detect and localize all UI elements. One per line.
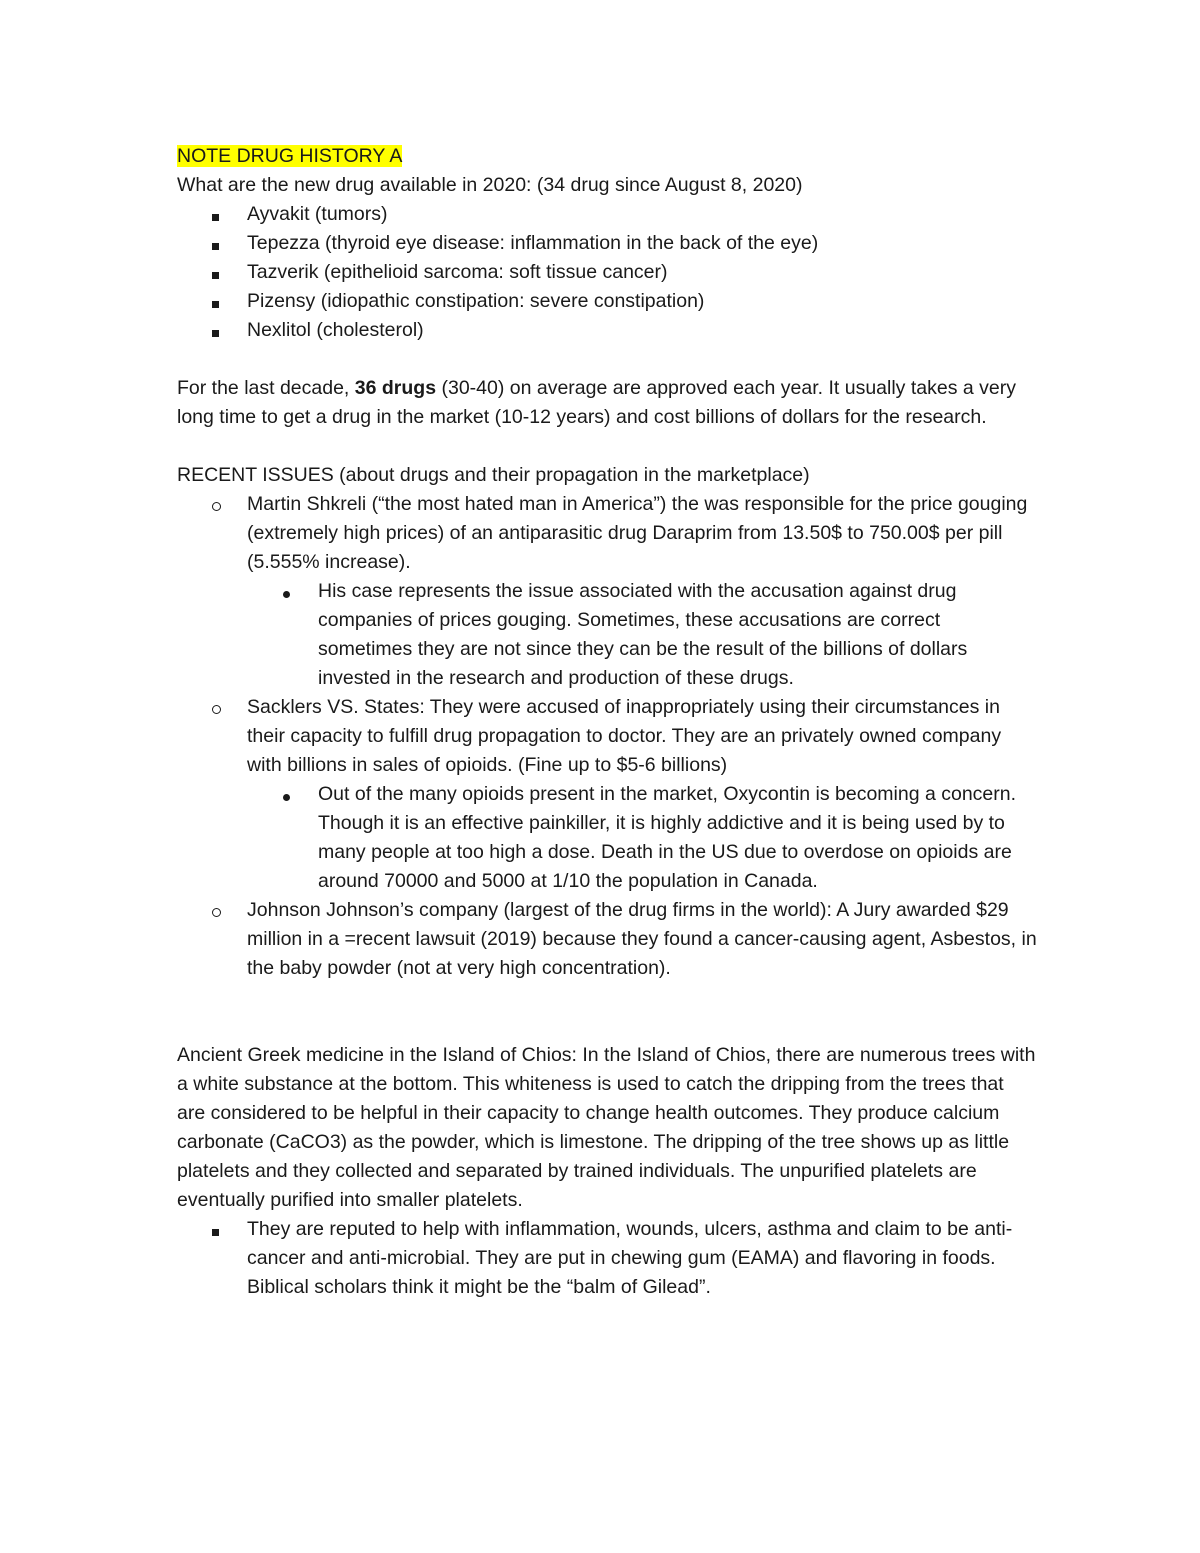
drug-item: Tepezza (thyroid eye disease: inflammation in the back of the eye): [247, 232, 819, 254]
square-bullet-icon: [212, 1215, 219, 1244]
drug-item: Tazverik (epithelioid sarcoma: soft tissue cancer): [247, 261, 668, 283]
square-bullet-icon: [212, 287, 219, 316]
dot-bullet-icon: [283, 780, 290, 809]
issue-subitem: Out of the many opioids present in the market, Oxycontin is becoming a concern. Though it is an effective painkiller, it is highly addictive and it is being used by to many people at too high a dose. Death in the US due to overdose on opioids are around 70000 and 5000 at 1/10 the population in Canada.: [177, 780, 1037, 896]
issue-item: Johnson Johnson’s company (largest of the drug firms in the world): A Jury awarded $29 million in a =recent lawsuit (2019) because they found a cancer-causing agent, Asbestos, in the baby powder (not at very high concentration).: [177, 896, 1037, 983]
issue-subitem: His case represents the issue associated with the accusation against drug companies of prices gouging. Sometimes, these accusations are correct sometimes they are not since they can be the result of the billions of dollars invested in the research and production of these drugs.: [177, 577, 1037, 693]
list-item: [177, 229, 1037, 258]
list-item: [177, 258, 1037, 287]
list-item: They are reputed to help with inflammation, wounds, ulcers, asthma and claim to be anti-cancer and anti-microbial. They are put in chewing gum (EAMA) and flavoring in foods. Biblical scholars think it might be the “balm of Gilead”.: [177, 1215, 1037, 1302]
square-bullet-icon: [212, 316, 219, 345]
drug-item: Pizensy (idiopathic constipation: severe constipation): [247, 290, 705, 312]
title-line: [177, 142, 1037, 171]
circle-bullet-icon: [212, 896, 221, 925]
document-body: [177, 142, 1037, 1302]
issue-item: Martin Shkreli (“the most hated man in America”) the was responsible for the price gouging (extremely high prices) of an antiparasitic drug Daraprim from 13.50$ to 750.00$ per pill (5.555% increase).: [177, 490, 1037, 577]
issue-item: Sacklers VS. States: They were accused of inappropriately using their circumstances in their capacity to fulfill drug propagation to doctor. They are an privately owned company with billions in sales of opioids. (Fine up to $5-6 billions): [177, 693, 1037, 780]
chios-paragraph: Ancient Greek medicine in the Island of Chios: In the Island of Chios, there are numerous trees with a white substance at the bottom. This whiteness is used to catch the dripping from the trees that are considered to be helpful in their capacity to change health outcomes. They produce calcium carbonate (CaCO3) as the powder, which is limestone. The dripping of the tree shows up as little platelets and they collected and separated by trained individuals. The unpurified platelets are eventually purified into smaller platelets.: [177, 1044, 1036, 1211]
list-item: [177, 200, 1037, 229]
drug-item: Ayvakit (tumors): [247, 203, 388, 225]
intro-text: What are the new drug available in 2020: (34 drug since August 8, 2020): [177, 174, 803, 196]
circle-bullet-icon: [212, 693, 221, 722]
square-bullet-icon: [212, 229, 219, 258]
drug-item: Nexlitol (cholesterol): [247, 319, 424, 341]
decade-paragraph: For the last decade, 36 drugs (30-40) on average are approved each year. It usually takes a very long time to get a drug in the market (10-12 years) and cost billions of dollars for the research.: [177, 377, 1016, 428]
square-bullet-icon: [212, 258, 219, 287]
dot-bullet-icon: [283, 577, 290, 606]
list-item: [177, 316, 1037, 345]
document-title: NOTE DRUG HISTORY A: [177, 145, 403, 167]
recent-issues-heading: RECENT ISSUES (about drugs and their propagation in the marketplace): [177, 464, 810, 486]
highlight-bold: 36 drugs: [354, 377, 437, 399]
square-bullet-icon: [212, 200, 219, 229]
circle-bullet-icon: [212, 490, 221, 519]
list-item: [177, 287, 1037, 316]
